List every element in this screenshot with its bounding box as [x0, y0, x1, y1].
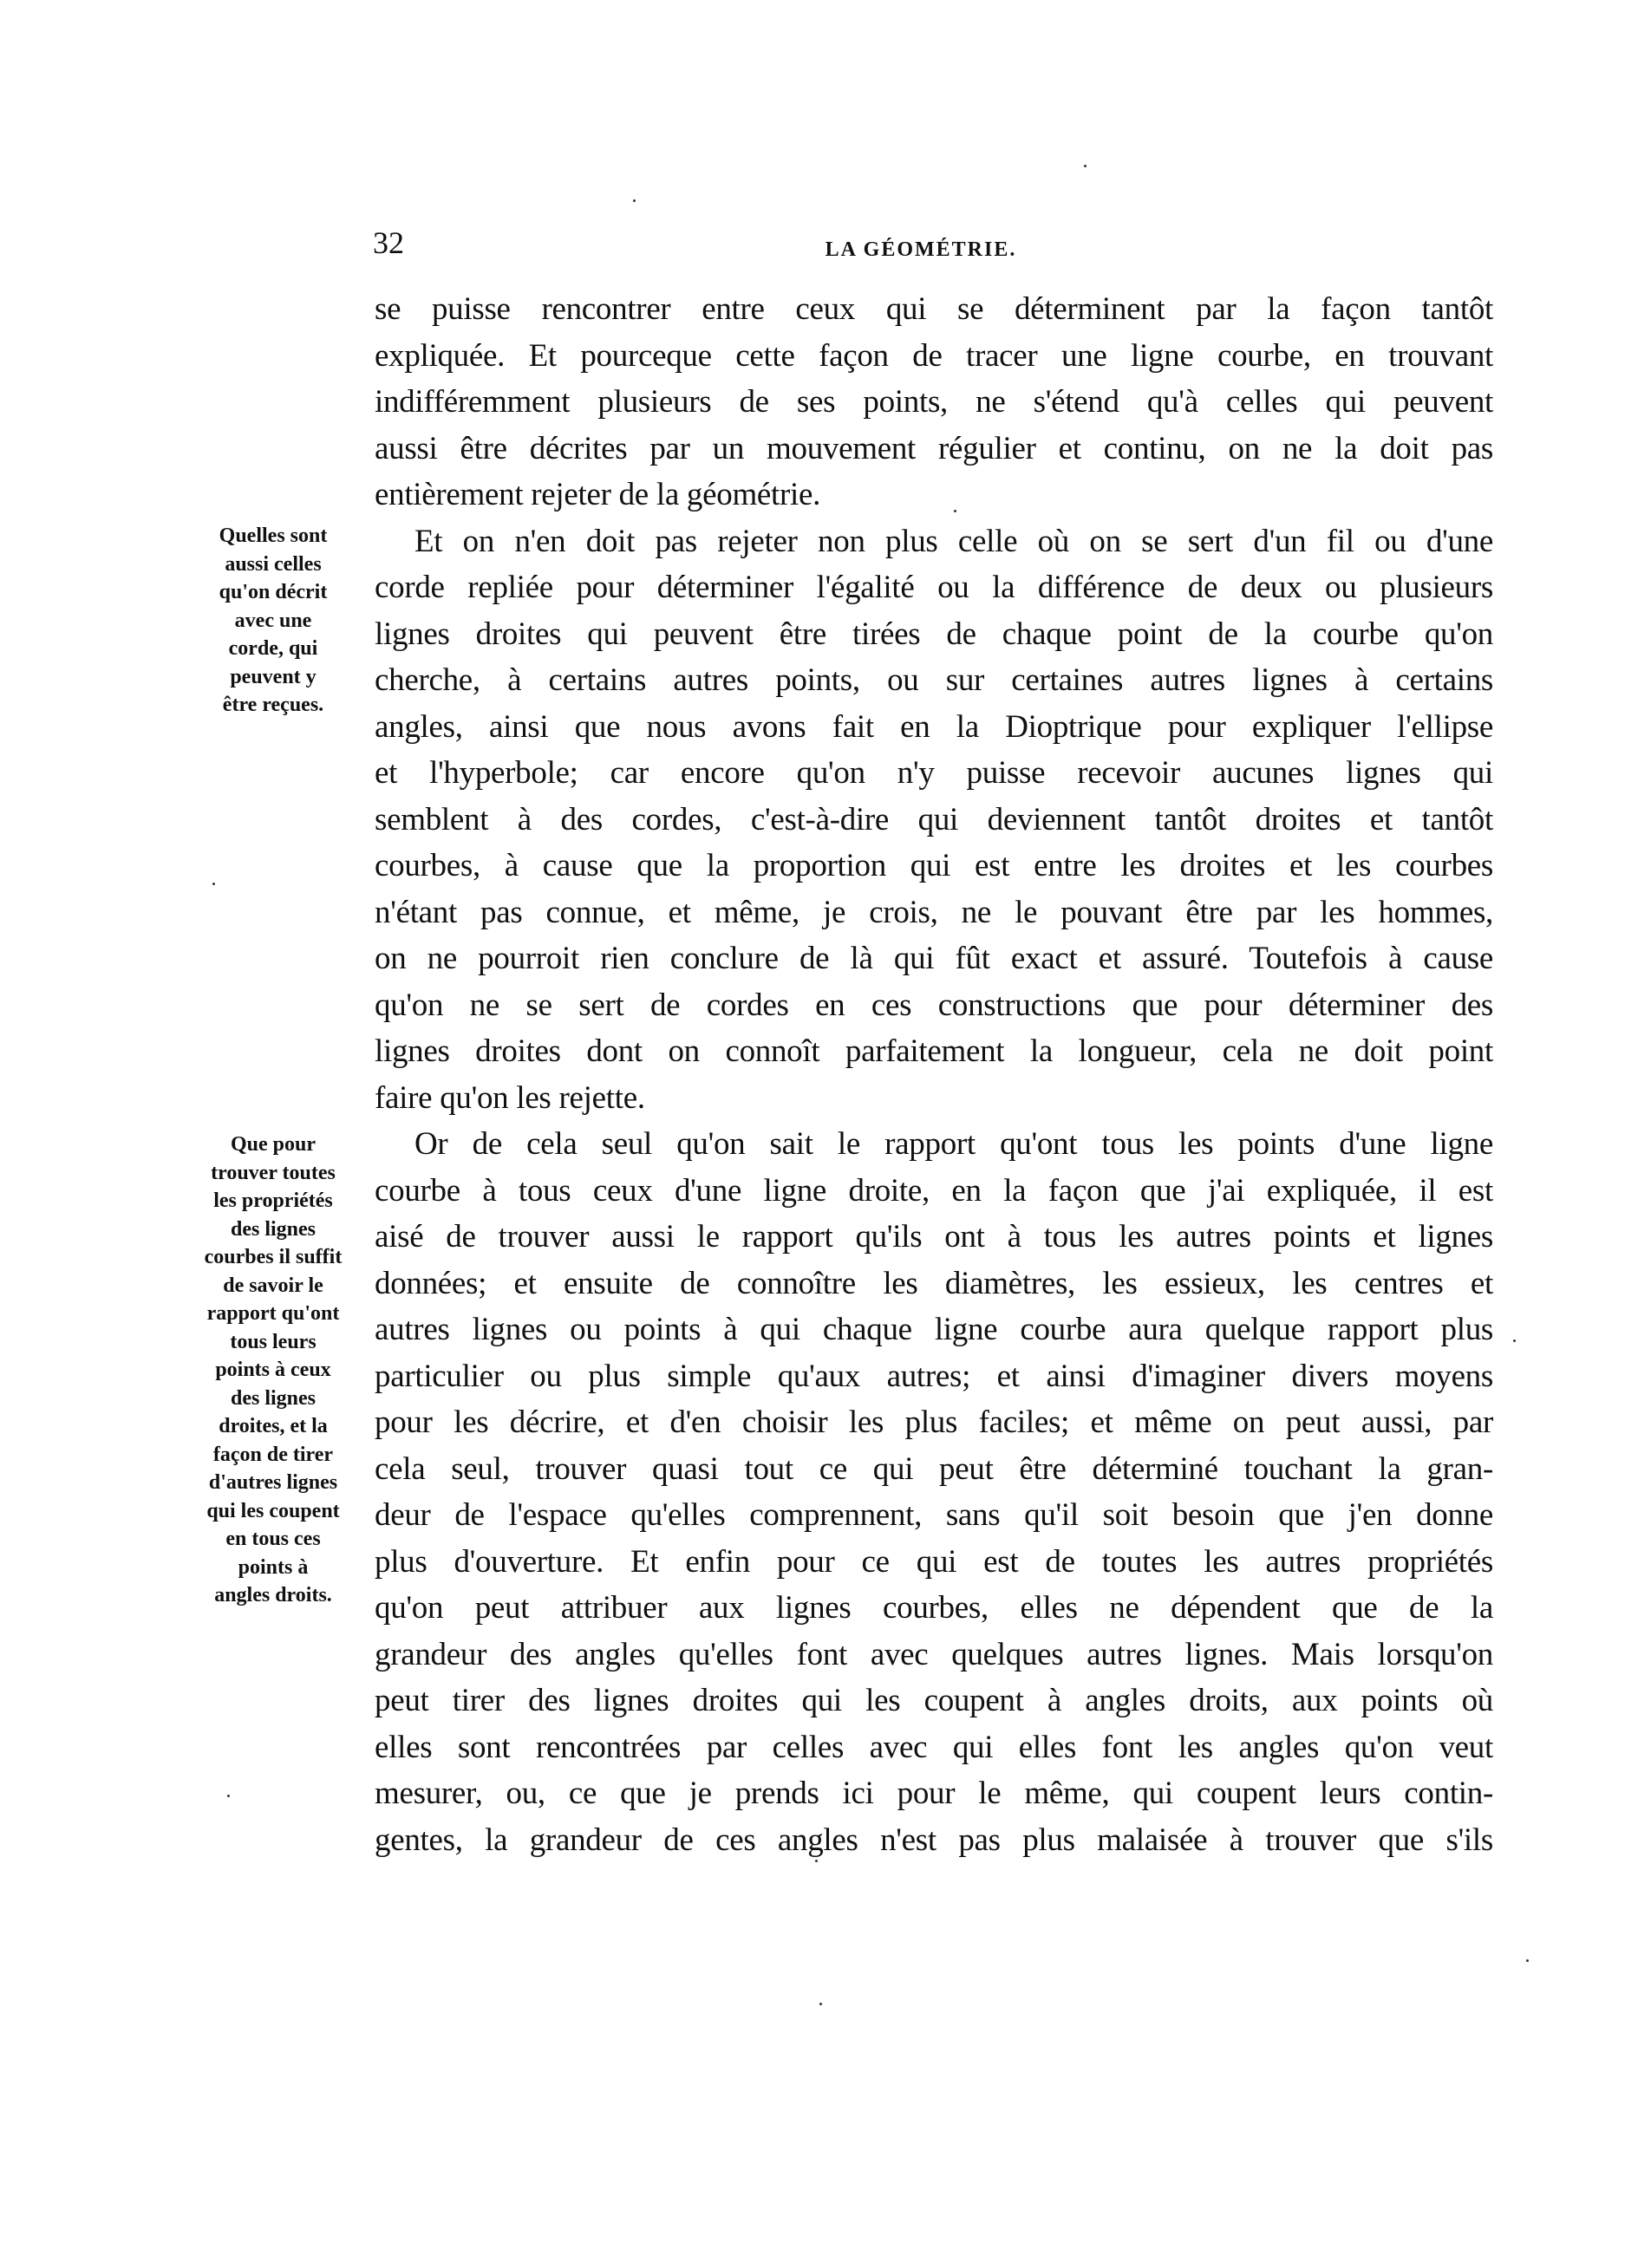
margin-note-properties	[195, 1131, 351, 1610]
body-line: aisé de trouver aussi le rapport qu'ils ont à tous les autres points et lignes	[375, 1219, 1493, 1255]
running-title: LA GÉOMÉTRIE.	[825, 238, 1017, 261]
margin-note-line: Que pour	[230, 1133, 316, 1156]
margin-note-line: avec une	[234, 609, 312, 632]
scan-speck	[1084, 165, 1087, 167]
body-line: faire qu'on les rejette.	[375, 1079, 645, 1116]
body-line: on ne pourroit rien conclure de là qui fût exact et assuré. Toutefois à cause	[375, 941, 1493, 976]
margin-note-line: trouver toutes	[211, 1161, 336, 1184]
margin-note-line: corde, qui	[228, 637, 318, 660]
body-line: courbes, à cause que la proportion qui est entre les droites et les courbes	[375, 848, 1493, 883]
body-line: aussi être décrites par un mouvement régulier et continu, on ne la doit pas	[375, 430, 1493, 466]
scan-speck	[1526, 1959, 1529, 1962]
margin-note-cords	[195, 522, 351, 720]
body-line: lignes droites dont on connoît parfaitement la longueur, cela ne doit point	[375, 1033, 1493, 1069]
scan-speck	[819, 2003, 822, 2005]
body-line: lignes droites qui peuvent être tirées de chaque point de la courbe qu'on	[375, 616, 1493, 652]
body-line: cela seul, trouver quasi tout ce qui peut être déterminé touchant la gran-	[375, 1450, 1493, 1487]
body-line: indifféremment plusieurs de ses points, ne s'étend qu'à celles qui peuvent	[375, 384, 1493, 420]
body-line: autres lignes ou points à qui chaque ligne courbe aura quelque rapport plus	[375, 1312, 1493, 1347]
margin-note-line: droites, et la	[219, 1415, 328, 1437]
body-line: plus d'ouverture. Et enfin pour ce qui est de toutes les autres propriétés	[375, 1543, 1493, 1580]
body-line: corde repliée pour déterminer l'égalité ou la différence de deux ou plusieurs	[375, 570, 1493, 605]
margin-note-line: qu'on décrit	[219, 581, 328, 603]
margin-note-line: d'autres lignes	[208, 1471, 338, 1494]
margin-note-line: points à ceux	[215, 1359, 331, 1381]
body-line: mesurer, ou, ce que je prends ici pour le même, qui coupent leurs contin-	[375, 1776, 1493, 1811]
scan-speck	[227, 1795, 230, 1797]
body-line: n'étant pas connue, et même, je crois, ne le pouvant être par les hommes,	[375, 894, 1493, 930]
margin-note-line: courbes il suffit	[204, 1246, 343, 1268]
body-line: qu'on ne se sert de cordes en ces constructions que pour déterminer des	[375, 987, 1493, 1023]
body-line: qu'on peut attribuer aux lignes courbes, elles ne dépendent que de la	[375, 1590, 1493, 1626]
margin-note-line: en tous ces	[225, 1528, 321, 1550]
body-line: cherche, à certains autres points, ou sur certaines autres lignes à certains	[375, 662, 1493, 698]
scan-speck	[1513, 1339, 1516, 1342]
body-line: particulier ou plus simple qu'aux autres; et ainsi d'imaginer divers moyens	[375, 1358, 1493, 1394]
margin-note-line: qui les coupent	[206, 1499, 340, 1522]
body-line: expliquée. Et pourceque cette façon de tracer une ligne courbe, en trouvant	[375, 337, 1493, 374]
margin-note-line: tous leurs	[230, 1330, 316, 1353]
margin-note-line: peuvent y	[230, 665, 316, 688]
margin-note-line: aussi celles	[225, 552, 322, 576]
body-line: deur de l'espace qu'elles comprennent, sans qu'il soit besoin que j'en donne	[375, 1497, 1493, 1533]
margin-note-line: être reçues.	[222, 694, 324, 716]
margin-note-line: les propriétés	[213, 1189, 333, 1212]
margin-note-line: points à	[238, 1555, 309, 1579]
scan-speck	[633, 199, 636, 202]
scan-speck	[954, 510, 956, 512]
margin-note-line: des lignes	[230, 1217, 316, 1241]
scan-speck	[212, 883, 215, 885]
body-line: elles sont rencontrées par celles avec qui elles font les angles qu'on veut	[375, 1729, 1493, 1765]
body-line: semblent à des cordes, c'est-à-dire qui deviennent tantôt droites et tantôt	[375, 801, 1493, 837]
page-number: 32	[373, 225, 404, 260]
body-line: Or de cela seul qu'on sait le rapport qu'ont tous les points d'une ligne	[414, 1126, 1493, 1162]
body-line: grandeur des angles qu'elles font avec quelques autres lignes. Mais lorsqu'on	[375, 1636, 1493, 1672]
body-line: courbe à tous ceux d'une ligne droite, en la façon que j'ai expliquée, il est	[375, 1172, 1493, 1209]
body-line: données; et ensuite de connoître les diamètres, les essieux, les centres et	[375, 1265, 1493, 1301]
body-text	[375, 286, 1493, 1863]
margin-note-line: façon de tirer	[212, 1443, 334, 1466]
margin-note-line: angles droits.	[214, 1584, 332, 1606]
body-line: entièrement rejeter de la géométrie.	[375, 477, 821, 512]
margin-note-line: Quelles sont	[219, 525, 328, 547]
body-line: pour les décrire, et d'en choisir les plus faciles; et même on peut aussi, par	[375, 1404, 1493, 1440]
body-line: se puisse rencontrer entre ceux qui se déterminent par la façon tantôt	[375, 291, 1493, 327]
body-line: Et on n'en doit pas rejeter non plus celle où on se sert d'un fil ou d'une	[414, 523, 1493, 559]
margin-note-line: de savoir le	[223, 1274, 323, 1297]
body-line: peut tirer des lignes droites qui les coupent à angles droits, aux points où	[375, 1683, 1493, 1718]
margin-note-line: rapport qu'ont	[206, 1302, 340, 1325]
body-line: et l'hyperbole; car encore qu'on n'y puisse recevoir aucunes lignes qui	[375, 755, 1493, 791]
scan-speck	[815, 1860, 818, 1862]
body-line: angles, ainsi que nous avons fait en la Dioptrique pour expliquer l'ellipse	[375, 708, 1493, 745]
margin-note-line: des lignes	[230, 1386, 316, 1410]
body-line: gentes, la grandeur de ces angles n'est pas plus malaisée à trouver que s'ils	[375, 1822, 1493, 1858]
